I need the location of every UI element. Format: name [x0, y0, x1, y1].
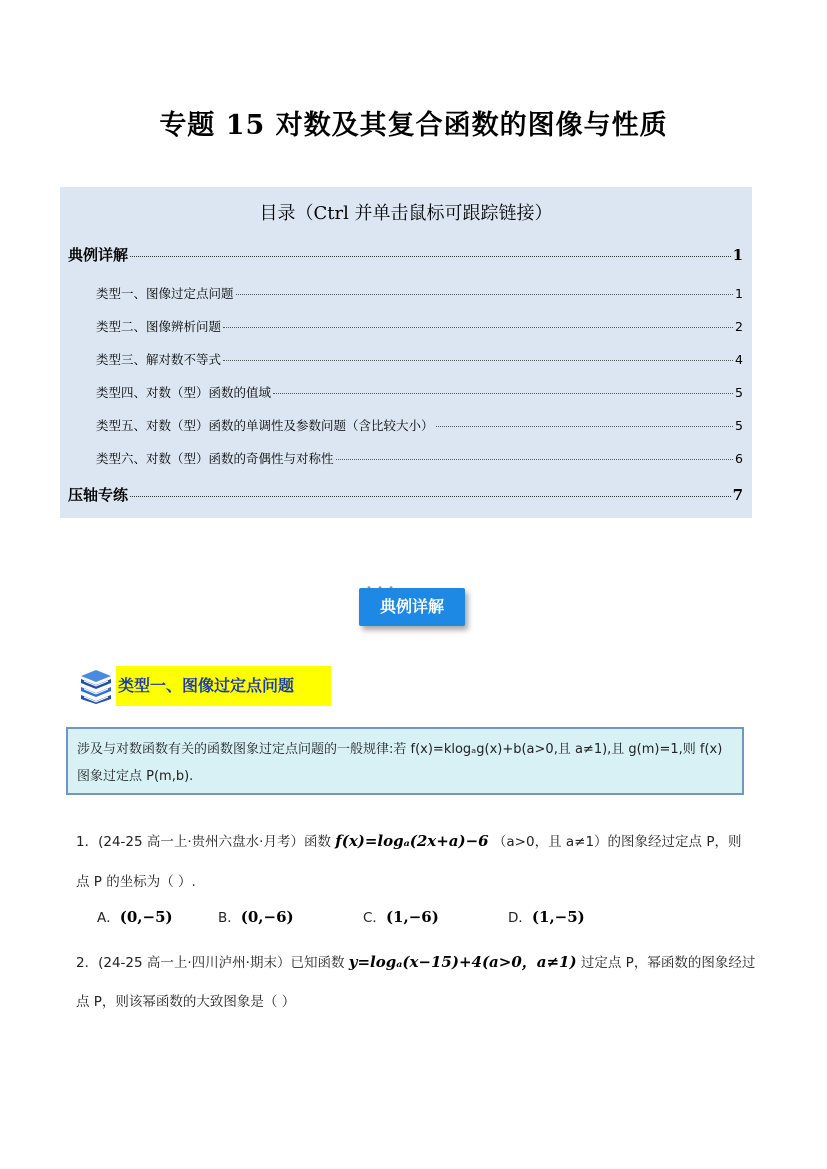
toc-label: 类型四、对数（型）函数的值域	[96, 385, 272, 400]
toc-page: 2	[735, 319, 743, 334]
toc-label: 类型五、对数（型）函数的单调性及参数问题（含比较大小）	[96, 418, 434, 433]
rule-callout: 涉及与对数函数有关的函数图象过定点问题的一般规律:若 f(x)=klogₐg(x)+b(a>0,且 a≠1),且 g(m)=1,则 f(x)图象过定点 P(m,b).	[66, 727, 744, 795]
toc-leader	[223, 327, 733, 328]
toc-page: 4	[735, 352, 743, 367]
toc-leader	[236, 294, 734, 295]
books-stack-icon	[78, 668, 114, 704]
toc-leader	[336, 459, 734, 460]
toc-link-sub-1[interactable]	[96, 284, 743, 302]
question-1-line-1	[76, 830, 741, 850]
toc-label: 典例详解	[68, 246, 129, 264]
toc-link-sub-3[interactable]	[96, 350, 743, 368]
question-2-formula: y=logₐ(x−15)+4(a>0，a≠1)	[348, 953, 577, 971]
option-value: (0,−6)	[240, 908, 294, 926]
toc-label: 类型一、图像过定点问题	[96, 286, 234, 301]
toc-link-sub-4[interactable]	[96, 383, 743, 401]
option-value: (1,−5)	[531, 908, 585, 926]
toc-page: 5	[735, 418, 743, 433]
toc-link-sub-2[interactable]	[96, 317, 743, 335]
question-2-source: 2．(24-25 高一上·四川泸州·期末）已知函数	[76, 955, 345, 971]
question-1-line-2: 点 P 的坐标为（ ）.	[76, 874, 196, 890]
option-key: A．	[97, 910, 120, 926]
option-key: D．	[508, 910, 532, 926]
option-key: C．	[363, 910, 386, 926]
question-2-condition: 过定点 P，幂函数的图象经过	[580, 955, 756, 971]
toc-label: 类型三、解对数不等式	[96, 352, 222, 367]
toc-leader	[436, 426, 734, 427]
toc-leader	[130, 496, 731, 497]
section-badge: 典例详解	[359, 588, 465, 626]
toc-link-sub-6[interactable]	[96, 449, 743, 467]
option-d[interactable]	[508, 906, 585, 926]
option-a[interactable]	[97, 906, 173, 926]
question-2-line-1	[76, 951, 755, 972]
question-1-source: 1．(24-25 高一上·贵州六盘水·月考）函数	[76, 834, 331, 850]
option-b[interactable]	[218, 906, 294, 926]
option-c[interactable]	[363, 906, 439, 926]
toc-label: 类型二、图像辨析问题	[96, 319, 222, 334]
type-heading: 类型一、图像过定点问题	[116, 666, 331, 706]
toc-link-sub-5[interactable]	[96, 416, 743, 434]
toc-leader	[223, 360, 733, 361]
question-1-formula: f(x)=logₐ(2x+a)−6	[335, 832, 489, 850]
table-of-contents	[60, 187, 752, 518]
toc-leader	[273, 393, 733, 394]
toc-page: 1	[735, 286, 743, 301]
option-key: B．	[218, 910, 241, 926]
toc-link-main-1[interactable]	[68, 244, 743, 265]
toc-page: 5	[735, 385, 743, 400]
toc-page: 6	[735, 451, 743, 466]
toc-title: 目录（Ctrl 并单击鼠标可跟踪链接）	[259, 203, 553, 224]
toc-link-main-2[interactable]	[68, 484, 743, 505]
toc-label: 类型六、对数（型）函数的奇偶性与对称性	[96, 451, 334, 466]
toc-leader	[130, 256, 731, 257]
question-1-condition: （a>0，且 a≠1）的图象经过定点 P，则	[492, 834, 742, 850]
option-value: (1,−6)	[385, 908, 439, 926]
toc-page: 7	[732, 486, 743, 504]
option-value: (0,−5)	[119, 908, 173, 926]
toc-label: 压轴专练	[68, 486, 129, 504]
question-2-line-2: 点 P，则该幂函数的大致图象是（ ）	[76, 994, 296, 1010]
document-title: 专题 15 对数及其复合函数的图像与性质	[159, 110, 668, 141]
toc-page: 1	[732, 246, 743, 264]
